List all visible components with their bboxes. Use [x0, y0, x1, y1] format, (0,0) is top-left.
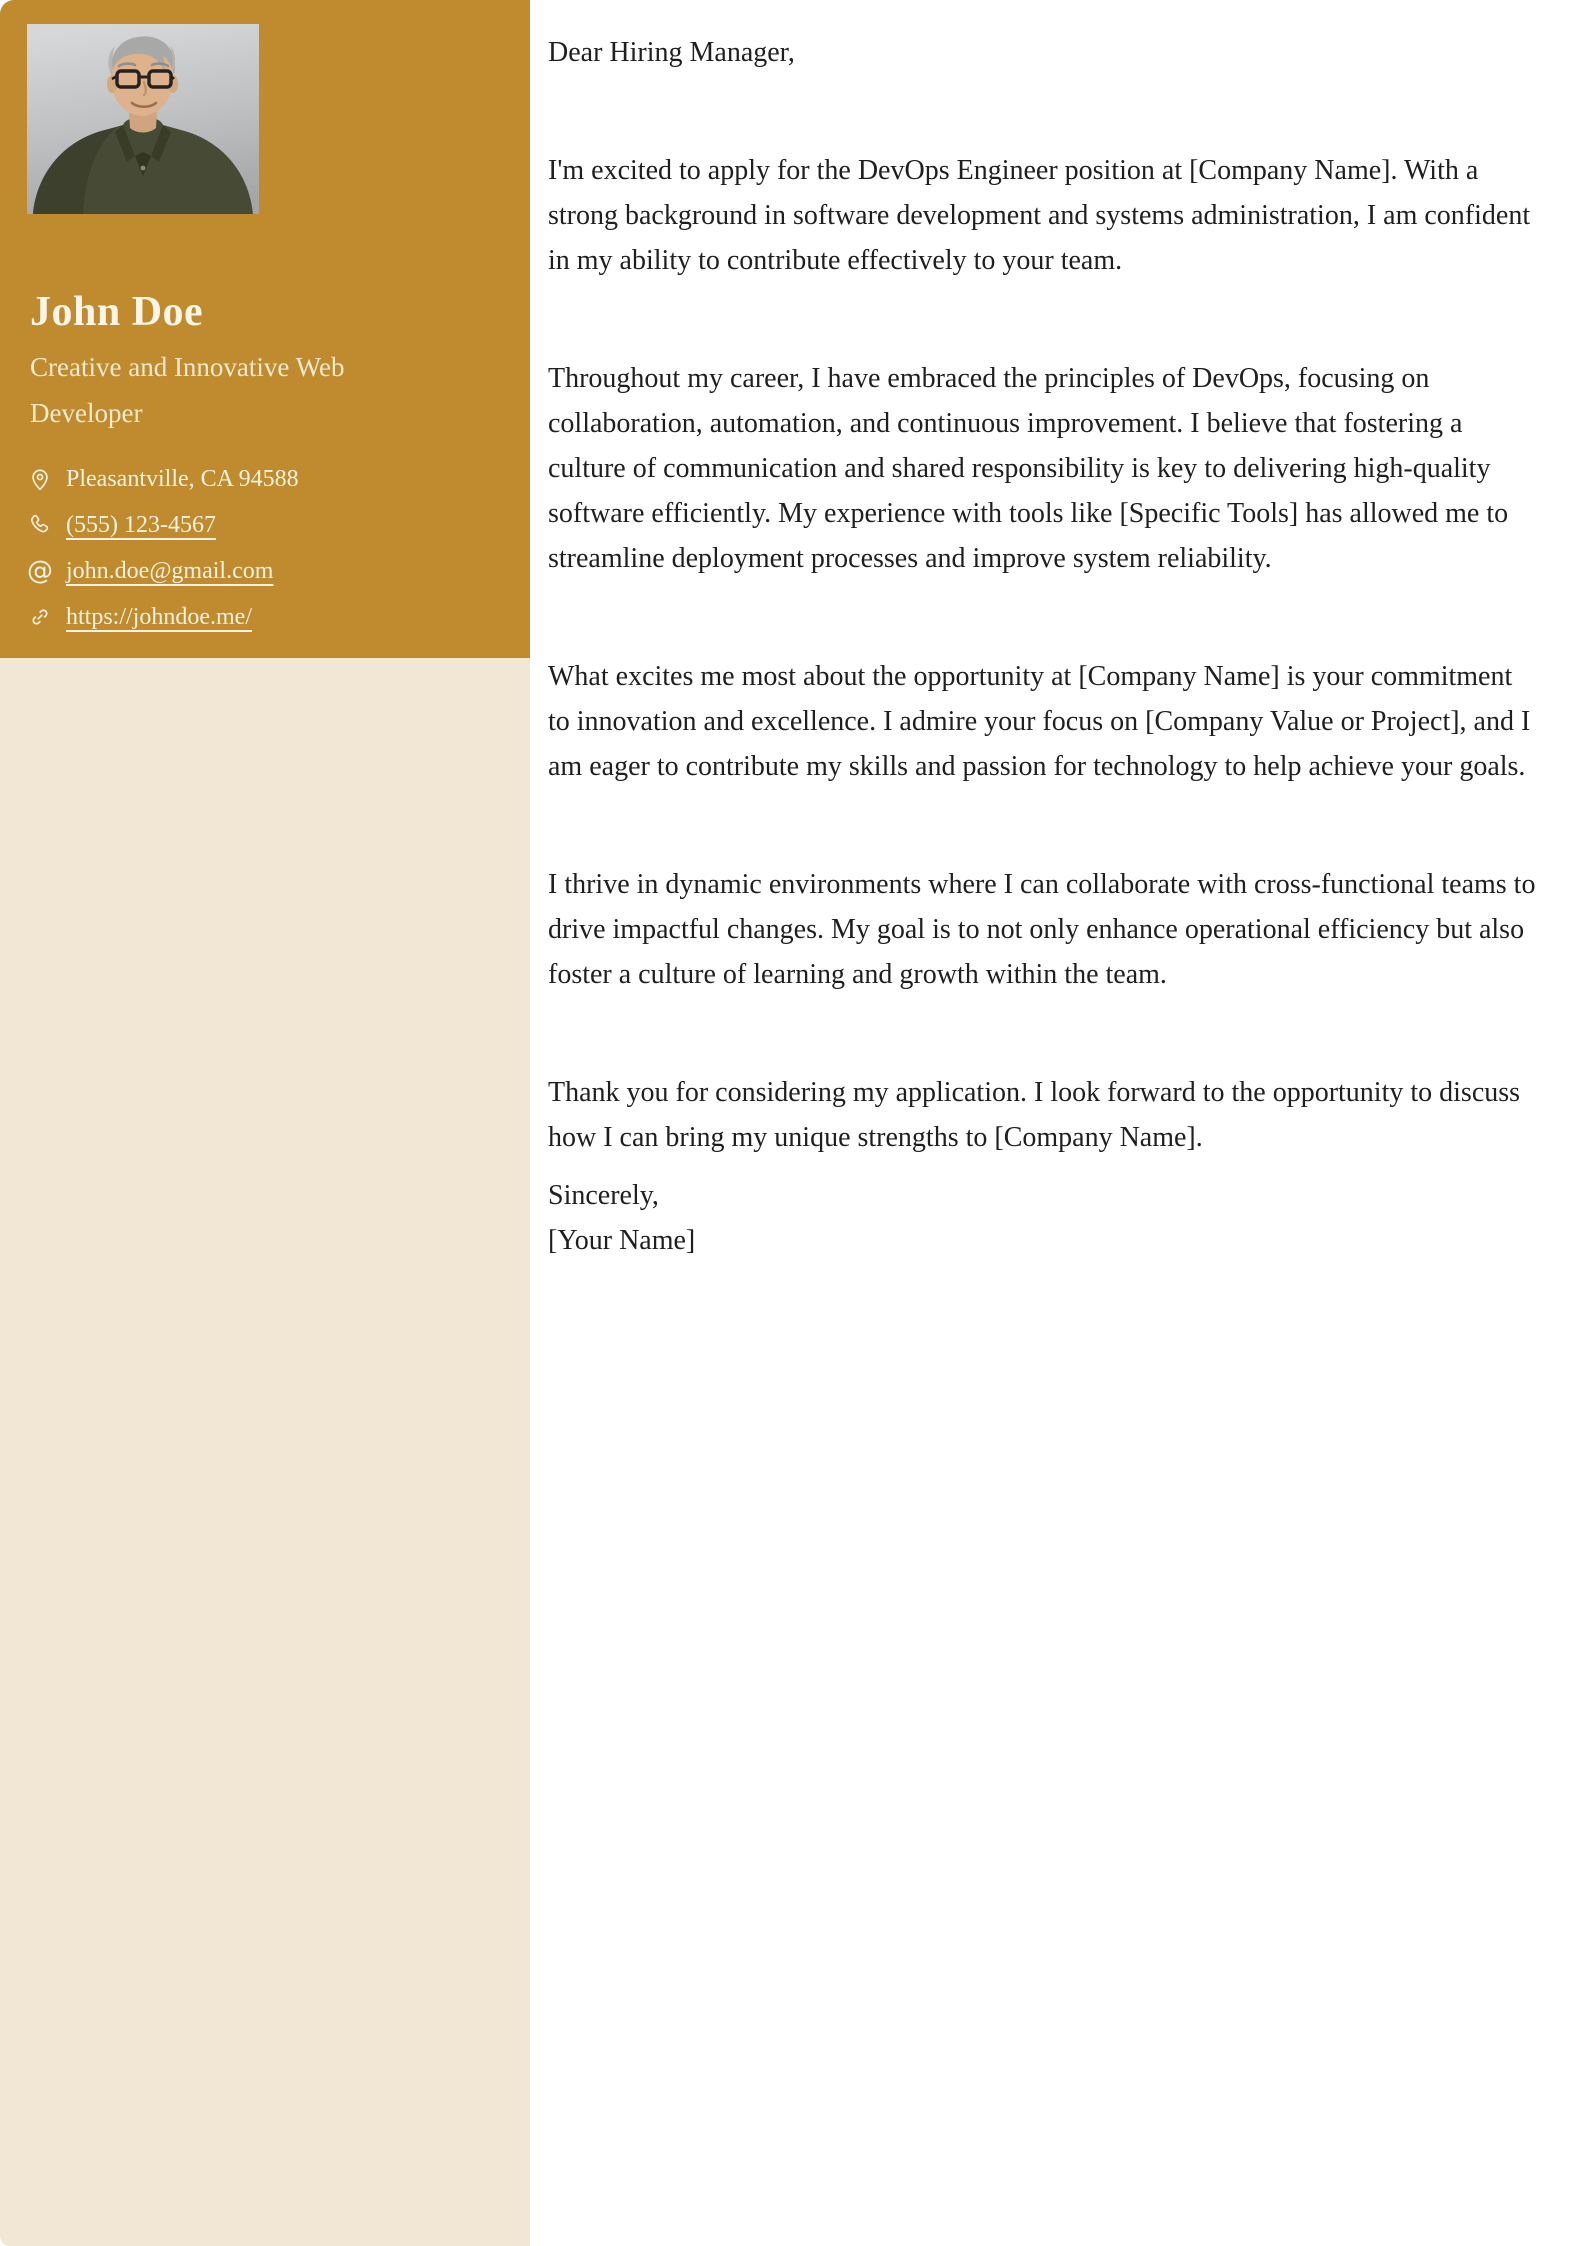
- sidebar: [0, 0, 530, 2246]
- sidebar-gold-panel: [0, 0, 530, 658]
- letter-signature: [Your Name]: [548, 1225, 696, 1256]
- contact-phone: [27, 508, 507, 541]
- letter-paragraph: What excites me most about the opportunity at [Company Name] is your commitment to innovation and excellence. I admire your focus on [Company Value or Project], and I am eager to contribute my skills and passion for technology to help achieve your goals.: [548, 661, 1531, 782]
- website-link[interactable]: https://johndoe.me/: [66, 603, 252, 630]
- profile-photo-illustration: [27, 24, 259, 214]
- contact-list: [27, 462, 507, 646]
- letter-paragraph: I'm excited to apply for the DevOps Engineer position at [Company Name]. With a strong background in software development and systems administration, I am confident in my ability to contribute effectively to your team.: [548, 155, 1531, 276]
- contact-email: [27, 554, 507, 587]
- phone-link[interactable]: (555) 123-4567: [66, 511, 216, 538]
- contact-location: [27, 462, 507, 495]
- link-icon: [27, 604, 53, 630]
- letter-body: [530, 0, 1586, 1263]
- profile-name: John Doe: [30, 289, 204, 335]
- email-link[interactable]: john.doe@gmail.com: [66, 557, 274, 584]
- letter-paragraph: I thrive in dynamic environments where I can collaborate with cross-functional teams to drive impactful changes. My goal is to not only enhance operational efficiency but also foster a culture of learning and growth within the team.: [548, 869, 1536, 990]
- profile-title: Creative and Innovative Web Developer: [30, 352, 345, 428]
- at-sign-icon: @: [27, 555, 53, 586]
- profile-photo: [27, 24, 259, 214]
- location-text: Pleasantville, CA 94588: [66, 465, 299, 492]
- location-pin-icon: [27, 466, 53, 492]
- letter-paragraph: Throughout my career, I have embraced the principles of DevOps, focusing on collaboration, automation, and continuous improvement. I believe that fostering a culture of communication and shared responsibility is key to delivering high-quality software efficiently. My experience with tools like [Specific Tools] has allowed me to streamline deployment processes and improve system reliability.: [548, 363, 1509, 574]
- letter-paragraph: Thank you for considering my application. I look forward to the opportunity to discuss how I can bring my unique strengths to [Company Name].: [548, 1077, 1521, 1153]
- letter-closing: Sincerely,: [548, 1180, 659, 1211]
- sidebar-cream-panel: [0, 658, 530, 2246]
- contact-website: [27, 600, 507, 633]
- letter-salutation: Dear Hiring Manager,: [548, 37, 795, 68]
- phone-icon: [27, 512, 53, 538]
